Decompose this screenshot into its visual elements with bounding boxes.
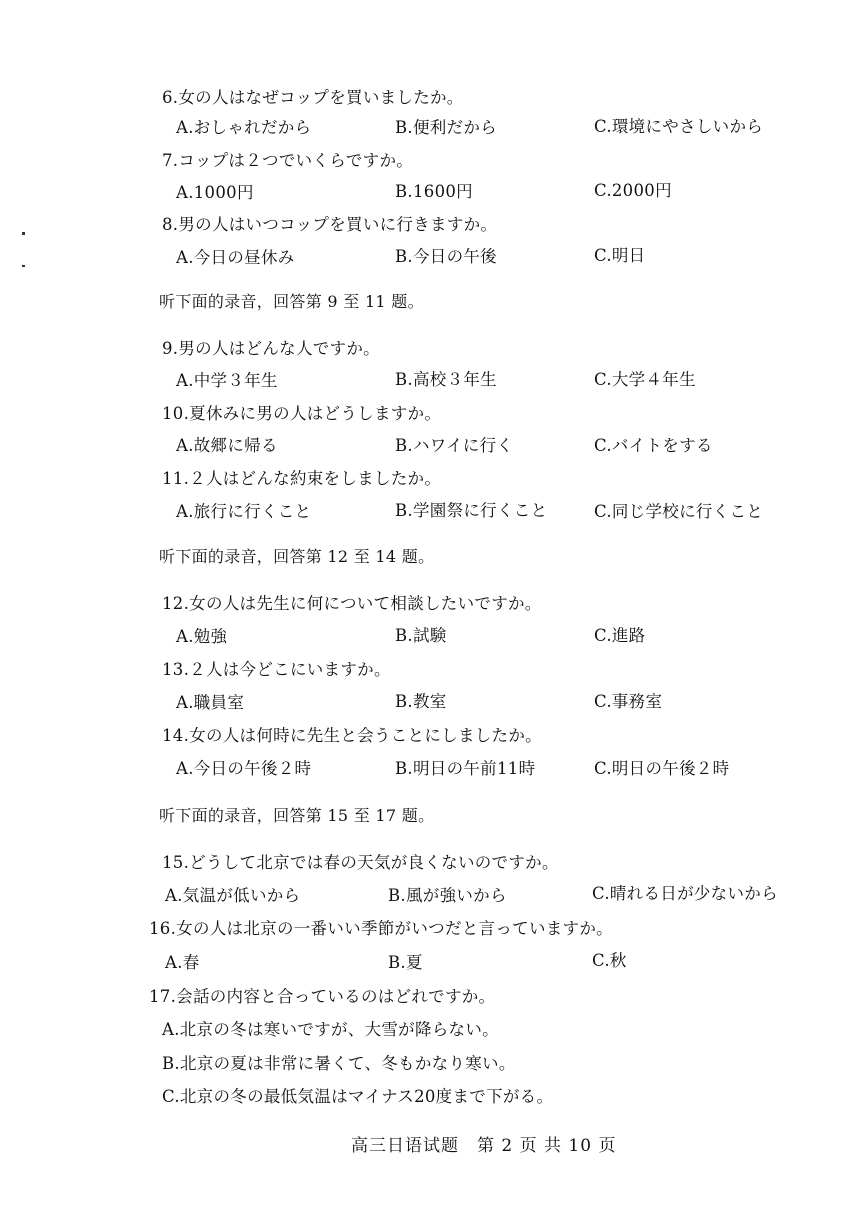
question-16-stem: 16.女の人は北京の一番いい季節がいつだと言っていますか。 (149, 919, 613, 938)
question-10-stem: 10.夏休みに男の人はどうしますか。 (162, 404, 442, 423)
scan-mark (22, 265, 25, 267)
question-12-option-c: C.進路 (594, 626, 646, 645)
question-7-option-b: B.1600円 (395, 182, 473, 201)
scan-mark (22, 232, 25, 235)
question-10-option-b: B.ハワイに行く (395, 436, 514, 455)
question-9-option-b: B.高校３年生 (395, 370, 497, 389)
question-6-stem: 6.女の人はなぜコップを買いましたか。 (162, 88, 464, 107)
question-12-option-b: B.試験 (395, 626, 447, 645)
question-13-stem: 13.２人は今どこにいますか。 (162, 660, 391, 679)
question-16-option-b: B.夏 (388, 953, 423, 972)
question-17-stem: 17.会話の内容と合っているのはどれですか。 (149, 987, 496, 1006)
question-9-option-a: A.中学３年生 (176, 371, 278, 390)
question-10-option-c: C.バイトをする (594, 436, 713, 455)
page-footer: 高三日语试题 第 2 页 共 10 页 (351, 1136, 617, 1156)
question-7-stem: 7.コップは２つでいくらですか。 (162, 151, 414, 170)
question-7-option-a: A.1000円 (176, 183, 254, 202)
question-8-stem: 8.男の人はいつコップを買いに行きますか。 (162, 215, 498, 234)
question-8-option-c: C.明日 (594, 246, 646, 265)
question-15-stem: 15.どうして北京では春の天気が良くないのですか。 (162, 853, 559, 872)
section-instruction-15-17: 听下面的录音，回答第 15 至 17 题。 (159, 806, 435, 825)
question-10-option-a: A.故郷に帰る (176, 436, 278, 455)
section-instruction-9-11: 听下面的录音，回答第 9 至 11 题。 (159, 292, 424, 311)
question-12-stem: 12.女の人は先生に何について相談したいですか。 (162, 594, 542, 613)
question-6-option-c: C.環境にやさしいから (594, 117, 764, 136)
question-16-option-c: C.秋 (592, 951, 627, 970)
question-13-option-c: C.事務室 (594, 692, 663, 711)
question-13-option-b: B.教室 (395, 692, 447, 711)
question-8-option-a: A.今日の昼休み (176, 248, 295, 267)
question-9-stem: 9.男の人はどんな人ですか。 (162, 339, 380, 358)
question-13-option-a: A.職員室 (176, 693, 245, 712)
question-14-option-b: B.明日の午前11時 (395, 759, 536, 778)
question-6-option-b: B.便利だから (395, 118, 497, 137)
question-17-option-a: A.北京の冬は寒いですが、大雪が降らない。 (162, 1020, 499, 1039)
question-15-option-a: A.気温が低いから (165, 886, 301, 905)
question-17-option-b: B.北京の夏は非常に暑くて、冬もかなり寒い。 (162, 1054, 516, 1073)
question-15-option-c: C.晴れる日が少ないから (592, 884, 778, 903)
question-12-option-a: A.勉強 (176, 627, 228, 646)
question-14-stem: 14.女の人は何時に先生と会うことにしましたか。 (162, 726, 542, 745)
question-17-option-c: C.北京の冬の最低気温はマイナス20度まで下がる。 (162, 1087, 554, 1106)
question-11-option-b: B.学園祭に行くこと (395, 501, 548, 520)
question-8-option-b: B.今日の午後 (395, 247, 497, 266)
question-14-option-c: C.明日の午後２時 (594, 759, 730, 778)
question-16-option-a: A.春 (165, 953, 200, 972)
question-9-option-c: C.大学４年生 (594, 370, 696, 389)
question-11-stem: 11.２人はどんな約束をしましたか。 (162, 469, 442, 488)
question-7-option-c: C.2000円 (594, 181, 672, 200)
question-11-option-c: C.同じ学校に行くこと (594, 502, 764, 521)
question-15-option-b: B.風が強いから (388, 886, 507, 905)
question-6-option-a: A.おしゃれだから (176, 118, 312, 137)
question-14-option-a: A.今日の午後２時 (176, 759, 312, 778)
question-11-option-a: A.旅行に行くこと (176, 502, 312, 521)
section-instruction-12-14: 听下面的录音，回答第 12 至 14 题。 (159, 547, 435, 566)
